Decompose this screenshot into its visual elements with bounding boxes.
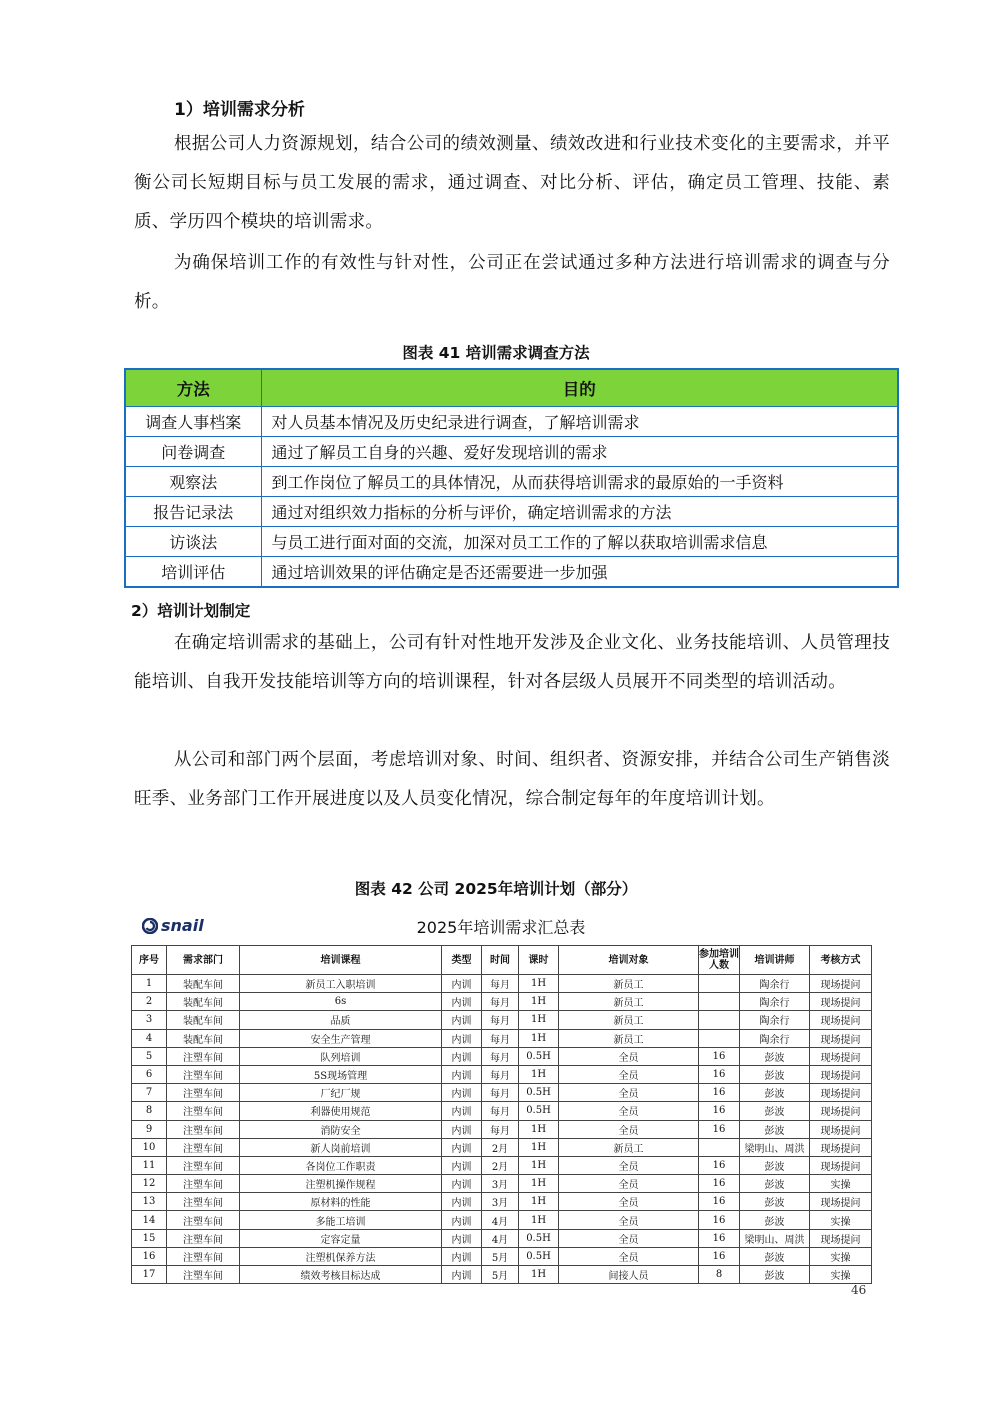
- plan-cell: 5S现场管理: [240, 1065, 442, 1083]
- plan-cell: 现场提问: [810, 1156, 872, 1174]
- plan-cell: 新员工: [559, 1138, 699, 1156]
- plan-table-row: [132, 1266, 872, 1284]
- plan-cell: 注塑车间: [167, 1156, 240, 1174]
- plan-cell: 品质: [240, 1011, 442, 1029]
- plan-cell: 现场提问: [810, 1193, 872, 1211]
- plan-cell: 注塑车间: [167, 1247, 240, 1265]
- plan-cell: 2月: [482, 1138, 519, 1156]
- plan-cell: 5月: [482, 1266, 519, 1284]
- plan-cell: 现场提问: [810, 1047, 872, 1065]
- plan-cell: 新员工: [559, 993, 699, 1011]
- plan-cell: 每月: [482, 1011, 519, 1029]
- plan-cell: 1H: [519, 993, 559, 1011]
- plan-cell: 16: [699, 1102, 740, 1120]
- plan-cell: 4: [132, 1029, 167, 1047]
- plan-cell: 16: [699, 1211, 740, 1229]
- plan-cell: 注塑车间: [167, 1138, 240, 1156]
- plan-cell: 8: [699, 1266, 740, 1284]
- plan-cell: 内训: [442, 1247, 482, 1265]
- table42-header-row: [132, 946, 872, 975]
- paragraph-survey-methods: 为确保培训工作的有效性与针对性，公司正在尝试通过多种方法进行培训需求的调查与分析。: [134, 253, 890, 312]
- plan-table-row: [132, 1102, 872, 1120]
- table41-row: [125, 497, 898, 527]
- plan-cell: 现场提问: [810, 1029, 872, 1047]
- plan-cell: 3: [132, 1011, 167, 1029]
- plan-cell: 全员: [559, 1247, 699, 1265]
- plan-cell: 15: [132, 1229, 167, 1247]
- paragraph-plan-courses: 在确定培训需求的基础上，公司有针对性地开发涉及企业文化、业务技能培训、人员管理技能培训、自我开发技能培训等方向的培训课程，针对各层级人员展开不同类型的培训活动。: [134, 633, 890, 692]
- plan-cell: 0.5H: [519, 1084, 559, 1102]
- plan-cell: 原材料的性能: [240, 1193, 442, 1211]
- plan-cell: 9: [132, 1120, 167, 1138]
- plan-cell: 内训: [442, 1175, 482, 1193]
- plan-cell: 每月: [482, 1047, 519, 1065]
- header-purpose: 目的: [261, 369, 898, 407]
- plan-table-row: [132, 993, 872, 1011]
- plan-cell: 1: [132, 975, 167, 993]
- plan-cell: 实操: [810, 1266, 872, 1284]
- plan-cell: 内训: [442, 1029, 482, 1047]
- plan-cell: 注塑机保养方法: [240, 1247, 442, 1265]
- plan-cell: 彭波: [740, 1211, 810, 1229]
- plan-cell: 1H: [519, 1193, 559, 1211]
- plan-cell: 内训: [442, 1047, 482, 1065]
- plan-table-row: [132, 1084, 872, 1102]
- table41-row: [125, 557, 898, 588]
- plan-cell: 16: [699, 1229, 740, 1247]
- plan-table-title: 2025年培训需求汇总表: [416, 918, 586, 937]
- plan-header-cell: 需求部门: [167, 946, 240, 975]
- plan-cell: 全员: [559, 1175, 699, 1193]
- plan-cell: 0.5H: [519, 1102, 559, 1120]
- plan-cell: 6: [132, 1065, 167, 1083]
- plan-cell: 16: [699, 1047, 740, 1065]
- plan-cell: 内训: [442, 975, 482, 993]
- plan-cell: 注塑车间: [167, 1266, 240, 1284]
- plan-cell: 7: [132, 1084, 167, 1102]
- plan-cell: 10: [132, 1138, 167, 1156]
- plan-cell: 内训: [442, 993, 482, 1011]
- plan-cell: 内训: [442, 1065, 482, 1083]
- plan-cell: 0.5H: [519, 1229, 559, 1247]
- section-heading-training-plan: 2）培训计划制定: [131, 602, 251, 620]
- plan-cell: 内训: [442, 1266, 482, 1284]
- plan-cell: 绩效考核目标达成: [240, 1266, 442, 1284]
- plan-cell: [699, 1011, 740, 1029]
- plan-cell: 装配车间: [167, 1029, 240, 1047]
- plan-cell: 全员: [559, 1102, 699, 1120]
- table41-row: [125, 407, 898, 437]
- plan-cell: 每月: [482, 1029, 519, 1047]
- plan-cell: 注塑车间: [167, 1084, 240, 1102]
- plan-cell: 陶余行: [740, 975, 810, 993]
- plan-cell: 1H: [519, 1266, 559, 1284]
- plan-cell: 2: [132, 993, 167, 1011]
- table-survey-methods: [124, 368, 899, 588]
- plan-cell: 每月: [482, 1120, 519, 1138]
- header-method: 方法: [125, 369, 261, 407]
- plan-cell: 每月: [482, 1084, 519, 1102]
- plan-cell: 8: [132, 1102, 167, 1120]
- plan-cell: 11: [132, 1156, 167, 1174]
- plan-cell: 0.5H: [519, 1247, 559, 1265]
- plan-header-cell: 参加培训人数: [699, 946, 740, 975]
- plan-cell: 现场提问: [810, 1138, 872, 1156]
- snail-logo-text: snail: [161, 916, 204, 935]
- plan-cell: 现场提问: [810, 1084, 872, 1102]
- plan-header-cell: 序号: [132, 946, 167, 975]
- plan-table-row: [132, 1047, 872, 1065]
- table41-caption: 图表 41 培训需求调查方法: [402, 344, 590, 362]
- plan-cell: 16: [132, 1247, 167, 1265]
- plan-cell: 13: [132, 1193, 167, 1211]
- plan-cell: 陶余行: [740, 1029, 810, 1047]
- plan-cell: 全员: [559, 1229, 699, 1247]
- plan-cell: 彭波: [740, 1120, 810, 1138]
- plan-table-row: [132, 1211, 872, 1229]
- plan-cell: 注塑车间: [167, 1175, 240, 1193]
- plan-cell: 1H: [519, 1120, 559, 1138]
- plan-cell: 每月: [482, 993, 519, 1011]
- plan-cell: 内训: [442, 1138, 482, 1156]
- page-number: 46: [851, 1283, 867, 1297]
- plan-cell: 1H: [519, 1011, 559, 1029]
- plan-cell: [699, 1138, 740, 1156]
- plan-cell: 内训: [442, 1156, 482, 1174]
- plan-cell: 利器使用规范: [240, 1102, 442, 1120]
- plan-cell: 全员: [559, 1084, 699, 1102]
- plan-cell: 彭波: [740, 1193, 810, 1211]
- plan-cell: 新员工: [559, 1029, 699, 1047]
- plan-cell: 1H: [519, 975, 559, 993]
- plan-cell: 彭波: [740, 1266, 810, 1284]
- plan-cell: 3月: [482, 1193, 519, 1211]
- plan-cell: 梁明山、周洪: [740, 1229, 810, 1247]
- plan-cell: 陶余行: [740, 1011, 810, 1029]
- plan-cell: 现场提问: [810, 1065, 872, 1083]
- plan-cell: 内训: [442, 1120, 482, 1138]
- plan-cell: 每月: [482, 1065, 519, 1083]
- paragraph-needs-analysis: 根据公司人力资源规划，结合公司的绩效测量、绩效改进和行业技术变化的主要需求，并平衡公司长短期目标与员工发展的需求，通过调查、对比分析、评估，确定员工管理、技能、素质、学历四个模块的培训需求。: [134, 134, 890, 232]
- plan-cell: 实操: [810, 1211, 872, 1229]
- plan-cell: 16: [699, 1193, 740, 1211]
- plan-cell: 0.5H: [519, 1047, 559, 1065]
- plan-cell: 现场提问: [810, 1120, 872, 1138]
- plan-cell: 注塑机操作规程: [240, 1175, 442, 1193]
- plan-cell: 内训: [442, 1229, 482, 1247]
- plan-cell: 1H: [519, 1211, 559, 1229]
- plan-cell: 全员: [559, 1193, 699, 1211]
- plan-cell: 彭波: [740, 1084, 810, 1102]
- plan-cell: 实操: [810, 1175, 872, 1193]
- plan-table-row: [132, 1065, 872, 1083]
- plan-cell: 注塑车间: [167, 1047, 240, 1065]
- purpose-cell: 与员工进行面对面的交流，加深对员工工作的了解以获取培训需求信息: [261, 527, 898, 557]
- plan-table-row: [132, 1156, 872, 1174]
- plan-cell: 5月: [482, 1247, 519, 1265]
- plan-cell: 定容定量: [240, 1229, 442, 1247]
- plan-cell: 注塑车间: [167, 1120, 240, 1138]
- plan-cell: 全员: [559, 1047, 699, 1065]
- plan-cell: 1H: [519, 1029, 559, 1047]
- plan-table-row: [132, 1120, 872, 1138]
- table41-row: [125, 467, 898, 497]
- plan-table-row: [132, 1247, 872, 1265]
- plan-cell: [699, 993, 740, 1011]
- plan-cell: 5: [132, 1047, 167, 1065]
- plan-cell: 装配车间: [167, 993, 240, 1011]
- plan-table-row: [132, 975, 872, 993]
- plan-header-cell: 课时: [519, 946, 559, 975]
- method-cell: 培训评估: [125, 557, 261, 588]
- plan-cell: 1H: [519, 1065, 559, 1083]
- plan-cell: 现场提问: [810, 1011, 872, 1029]
- plan-cell: 16: [699, 1175, 740, 1193]
- plan-cell: 新员工入职培训: [240, 975, 442, 993]
- purpose-cell: 通过对组织效力指标的分析与评价，确定培训需求的方法: [261, 497, 898, 527]
- table41-row: [125, 527, 898, 557]
- plan-cell: 16: [699, 1247, 740, 1265]
- plan-cell: 内训: [442, 1084, 482, 1102]
- purpose-cell: 对人员基本情况及历史纪录进行调查，了解培训需求: [261, 407, 898, 437]
- plan-cell: 梁明山、周洪: [740, 1138, 810, 1156]
- plan-cell: 1H: [519, 1156, 559, 1174]
- plan-cell: 注塑车间: [167, 1229, 240, 1247]
- plan-cell: 彭波: [740, 1247, 810, 1265]
- plan-cell: 消防安全: [240, 1120, 442, 1138]
- method-cell: 报告记录法: [125, 497, 261, 527]
- plan-cell: 现场提问: [810, 1229, 872, 1247]
- plan-cell: 厂纪厂规: [240, 1084, 442, 1102]
- paragraph-plan-yearly: 从公司和部门两个层面，考虑培训对象、时间、组织者、资源安排，并结合公司生产销售淡旺季、业务部门工作开展进度以及人员变化情况，综合制定每年的年度培训计划。: [134, 750, 890, 809]
- plan-header-cell: 培训对象: [559, 946, 699, 975]
- plan-cell: 彭波: [740, 1156, 810, 1174]
- plan-cell: 3月: [482, 1175, 519, 1193]
- plan-cell: 内训: [442, 1011, 482, 1029]
- plan-cell: 4月: [482, 1229, 519, 1247]
- plan-cell: 新人岗前培训: [240, 1138, 442, 1156]
- plan-header-cell: 培训课程: [240, 946, 442, 975]
- plan-cell: 彭波: [740, 1175, 810, 1193]
- plan-cell: 1H: [519, 1138, 559, 1156]
- plan-cell: 间接人员: [559, 1266, 699, 1284]
- plan-table-row: [132, 1138, 872, 1156]
- plan-cell: 装配车间: [167, 1011, 240, 1029]
- plan-cell: 16: [699, 1084, 740, 1102]
- plan-cell: 注塑车间: [167, 1193, 240, 1211]
- method-cell: 调查人事档案: [125, 407, 261, 437]
- plan-cell: 注塑车间: [167, 1211, 240, 1229]
- plan-table-row: [132, 1175, 872, 1193]
- section-heading-training-needs: 1）培训需求分析: [174, 100, 305, 120]
- plan-cell: 队列培训: [240, 1047, 442, 1065]
- plan-cell: 内训: [442, 1102, 482, 1120]
- plan-cell: 陶余行: [740, 993, 810, 1011]
- plan-cell: [699, 1029, 740, 1047]
- plan-cell: 12: [132, 1175, 167, 1193]
- plan-header-cell: 考核方式: [810, 946, 872, 975]
- plan-cell: 每月: [482, 975, 519, 993]
- plan-cell: 现场提问: [810, 975, 872, 993]
- plan-cell: 1H: [519, 1175, 559, 1193]
- plan-cell: 新员工: [559, 1011, 699, 1029]
- table41-row: [125, 437, 898, 467]
- plan-cell: 2月: [482, 1156, 519, 1174]
- method-cell: 问卷调查: [125, 437, 261, 467]
- plan-cell: 全员: [559, 1065, 699, 1083]
- plan-cell: 新员工: [559, 975, 699, 993]
- plan-cell: 6s: [240, 993, 442, 1011]
- purpose-cell: 通过培训效果的评估确定是否还需要进一步加强: [261, 557, 898, 588]
- table-training-plan: [131, 945, 872, 1284]
- plan-header-cell: 培训讲师: [740, 946, 810, 975]
- plan-cell: 彭波: [740, 1047, 810, 1065]
- method-cell: 访谈法: [125, 527, 261, 557]
- plan-cell: 注塑车间: [167, 1102, 240, 1120]
- purpose-cell: 通过了解员工自身的兴趣、爱好发现培训的需求: [261, 437, 898, 467]
- plan-header-cell: 类型: [442, 946, 482, 975]
- plan-cell: 16: [699, 1065, 740, 1083]
- plan-table-row: [132, 1011, 872, 1029]
- plan-cell: 17: [132, 1266, 167, 1284]
- plan-cell: 彭波: [740, 1065, 810, 1083]
- plan-cell: 每月: [482, 1102, 519, 1120]
- training-plan-image: [131, 906, 871, 1298]
- plan-cell: 内训: [442, 1211, 482, 1229]
- plan-cell: 全员: [559, 1211, 699, 1229]
- plan-cell: 各岗位工作职责: [240, 1156, 442, 1174]
- plan-cell: 全员: [559, 1156, 699, 1174]
- plan-cell: 全员: [559, 1120, 699, 1138]
- plan-cell: 安全生产管理: [240, 1029, 442, 1047]
- plan-cell: 内训: [442, 1193, 482, 1211]
- plan-cell: 彭波: [740, 1102, 810, 1120]
- plan-cell: 现场提问: [810, 993, 872, 1011]
- plan-cell: 4月: [482, 1211, 519, 1229]
- plan-cell: 16: [699, 1120, 740, 1138]
- plan-cell: 注塑车间: [167, 1065, 240, 1083]
- plan-cell: 装配车间: [167, 975, 240, 993]
- plan-cell: 现场提问: [810, 1102, 872, 1120]
- plan-table-row: [132, 1029, 872, 1047]
- plan-cell: 16: [699, 1156, 740, 1174]
- plan-cell: 14: [132, 1211, 167, 1229]
- plan-cell: 实操: [810, 1247, 872, 1265]
- plan-table-row: [132, 1193, 872, 1211]
- purpose-cell: 到工作岗位了解员工的具体情况，从而获得培训需求的最原始的一手资料: [261, 467, 898, 497]
- plan-cell: 多能工培训: [240, 1211, 442, 1229]
- method-cell: 观察法: [125, 467, 261, 497]
- plan-table-row: [132, 1229, 872, 1247]
- table41-header-row: [125, 369, 898, 407]
- plan-cell: [699, 975, 740, 993]
- table42-caption: 图表 42 公司 2025年培训计划（部分）: [354, 880, 638, 898]
- plan-header-cell: 时间: [482, 946, 519, 975]
